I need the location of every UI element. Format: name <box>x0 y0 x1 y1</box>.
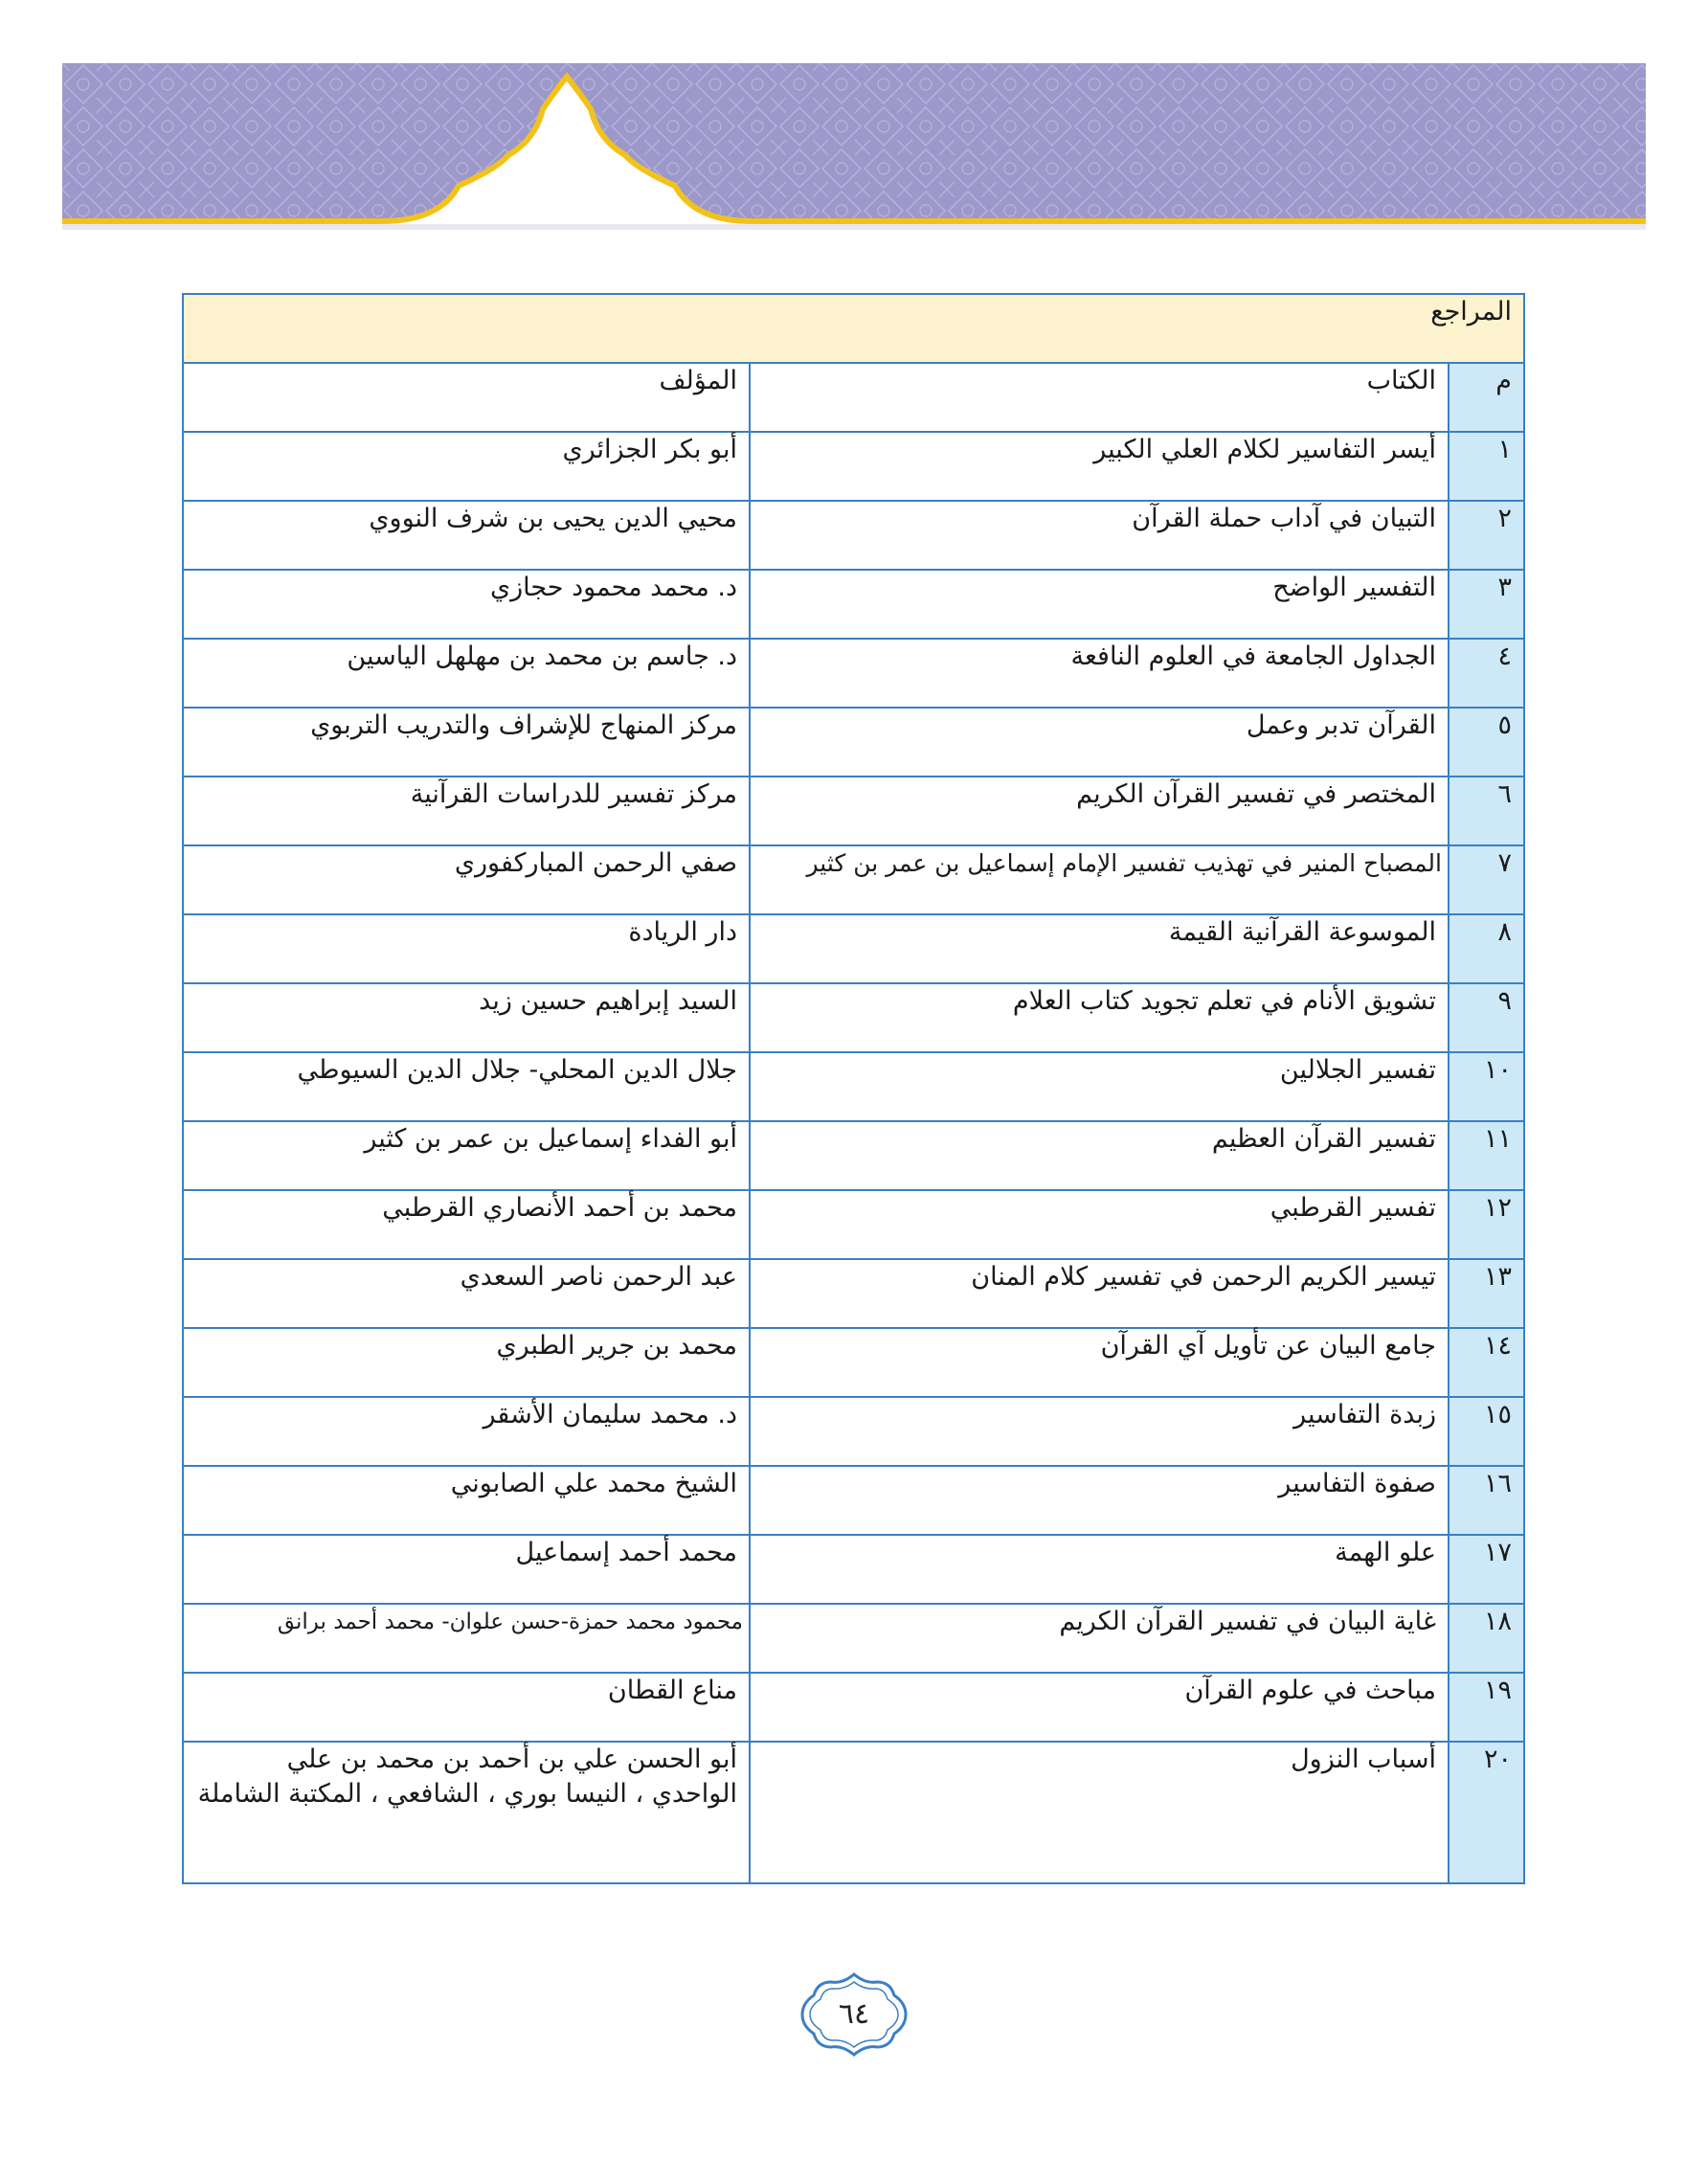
header-author: المؤلف <box>183 363 750 432</box>
book-author: محمد أحمد إسماعيل <box>183 1535 750 1604</box>
book-author: د. محمد سليمان الأشقر <box>183 1397 750 1466</box>
book-author: السيد إبراهيم حسين زيد <box>183 983 750 1052</box>
book-title: تيسير الكريم الرحمن في تفسير كلام المنان <box>750 1259 1449 1328</box>
table-row <box>183 1121 1524 1190</box>
book-author: مركز تفسير للدراسات القرآنية <box>183 777 750 845</box>
row-number: ٨ <box>1449 914 1524 983</box>
page-number-badge <box>798 1970 910 2059</box>
table-row <box>183 639 1524 708</box>
header-ornament <box>62 63 1646 255</box>
book-author: د. محمد محمود حجازي <box>183 570 750 639</box>
book-title: الجداول الجامعة في العلوم النافعة <box>750 639 1449 708</box>
book-title: أسباب النزول <box>750 1742 1449 1883</box>
table-row <box>183 1742 1524 1883</box>
table-row <box>183 1397 1524 1466</box>
book-title: مباحث في علوم القرآن <box>750 1673 1449 1742</box>
row-number: ٩ <box>1449 983 1524 1052</box>
table-row <box>183 1466 1524 1535</box>
table-row <box>183 432 1524 501</box>
book-author: مركز المنهاج للإشراف والتدريب التربوي <box>183 708 750 777</box>
book-author: دار الريادة <box>183 914 750 983</box>
book-title: غاية البيان في تفسير القرآن الكريم <box>750 1604 1449 1673</box>
book-title: تشويق الأنام في تعلم تجويد كتاب العلام <box>750 983 1449 1052</box>
book-author: أبو الفداء إسماعيل بن عمر بن كثير <box>183 1121 750 1190</box>
table-row <box>183 777 1524 845</box>
table-row <box>183 845 1524 914</box>
table-row <box>183 1535 1524 1604</box>
book-title: تفسير القرآن العظيم <box>750 1121 1449 1190</box>
book-author: محيي الدين يحيى بن شرف النووي <box>183 501 750 570</box>
row-number: ١٨ <box>1449 1604 1524 1673</box>
row-number: ١٧ <box>1449 1535 1524 1604</box>
table-row <box>183 1052 1524 1121</box>
row-number: ١٣ <box>1449 1259 1524 1328</box>
table-row <box>183 708 1524 777</box>
row-number: ٦ <box>1449 777 1524 845</box>
row-number: ٤ <box>1449 639 1524 708</box>
book-title: صفوة التفاسير <box>750 1466 1449 1535</box>
book-title: أيسر التفاسير لكلام العلي الكبير <box>750 432 1449 501</box>
book-title: جامع البيان عن تأويل آي القرآن <box>750 1328 1449 1397</box>
book-title: علو الهمة <box>750 1535 1449 1604</box>
table-row <box>183 914 1524 983</box>
column-header-row <box>183 363 1524 432</box>
row-number: ١٢ <box>1449 1190 1524 1259</box>
book-title: القرآن تدبر وعمل <box>750 708 1449 777</box>
table-caption: المراجع <box>183 294 1524 363</box>
book-author: محمد بن أحمد الأنصاري القرطبي <box>183 1190 750 1259</box>
header-number: م <box>1449 363 1524 432</box>
row-number: ١٩ <box>1449 1673 1524 1742</box>
table-row <box>183 1673 1524 1742</box>
page-number: ٦٤ <box>838 1997 870 2031</box>
row-number: ١ <box>1449 432 1524 501</box>
book-author: الشيخ محمد علي الصابوني <box>183 1466 750 1535</box>
row-number: ٢ <box>1449 501 1524 570</box>
row-number: ١٤ <box>1449 1328 1524 1397</box>
table-row <box>183 570 1524 639</box>
table-row <box>183 983 1524 1052</box>
row-number: ٣ <box>1449 570 1524 639</box>
book-author: أبو الحسن علي بن أحمد بن محمد بن علي الواحدي ، النيسا بوري ، الشافعي ، المكتبة الشاملة <box>183 1742 750 1883</box>
book-title: المختصر في تفسير القرآن الكريم <box>750 777 1449 845</box>
header-banner <box>62 63 1646 255</box>
row-number: ٧ <box>1449 845 1524 914</box>
table-row <box>183 1328 1524 1397</box>
references-table <box>184 293 1525 1884</box>
row-number: ١٦ <box>1449 1466 1524 1535</box>
row-number: ١١ <box>1449 1121 1524 1190</box>
book-title: زبدة التفاسير <box>750 1397 1449 1466</box>
book-title: الموسوعة القرآنية القيمة <box>750 914 1449 983</box>
references-grid <box>182 293 1525 1884</box>
row-number: ١٥ <box>1449 1397 1524 1466</box>
book-author: صفي الرحمن المباركفوري <box>183 845 750 914</box>
book-author: د. جاسم بن محمد بن مهلهل الياسين <box>183 639 750 708</box>
book-title: التبيان في آداب حملة القرآن <box>750 501 1449 570</box>
book-title: التفسير الواضح <box>750 570 1449 639</box>
table-row <box>183 1604 1524 1673</box>
row-number: ٢٠ <box>1449 1742 1524 1883</box>
book-author: مناع القطان <box>183 1673 750 1742</box>
book-title: تفسير القرطبي <box>750 1190 1449 1259</box>
row-number: ١٠ <box>1449 1052 1524 1121</box>
table-row <box>183 1190 1524 1259</box>
book-author: محمد بن جرير الطبري <box>183 1328 750 1397</box>
book-author: أبو بكر الجزائري <box>183 432 750 501</box>
table-row <box>183 1259 1524 1328</box>
book-author: جلال الدين المحلي- جلال الدين السيوطي <box>183 1052 750 1121</box>
book-author: محمود محمد حمزة-حسن علوان- محمد أحمد برانق <box>183 1604 750 1673</box>
table-caption-row <box>183 294 1524 363</box>
book-author: عبد الرحمن ناصر السعدي <box>183 1259 750 1328</box>
book-title: تفسير الجلالين <box>750 1052 1449 1121</box>
header-book: الكتاب <box>750 363 1449 432</box>
row-number: ٥ <box>1449 708 1524 777</box>
table-row <box>183 501 1524 570</box>
book-title: المصباح المنير في تهذيب تفسير الإمام إسماعيل بن عمر بن كثير <box>750 845 1449 914</box>
